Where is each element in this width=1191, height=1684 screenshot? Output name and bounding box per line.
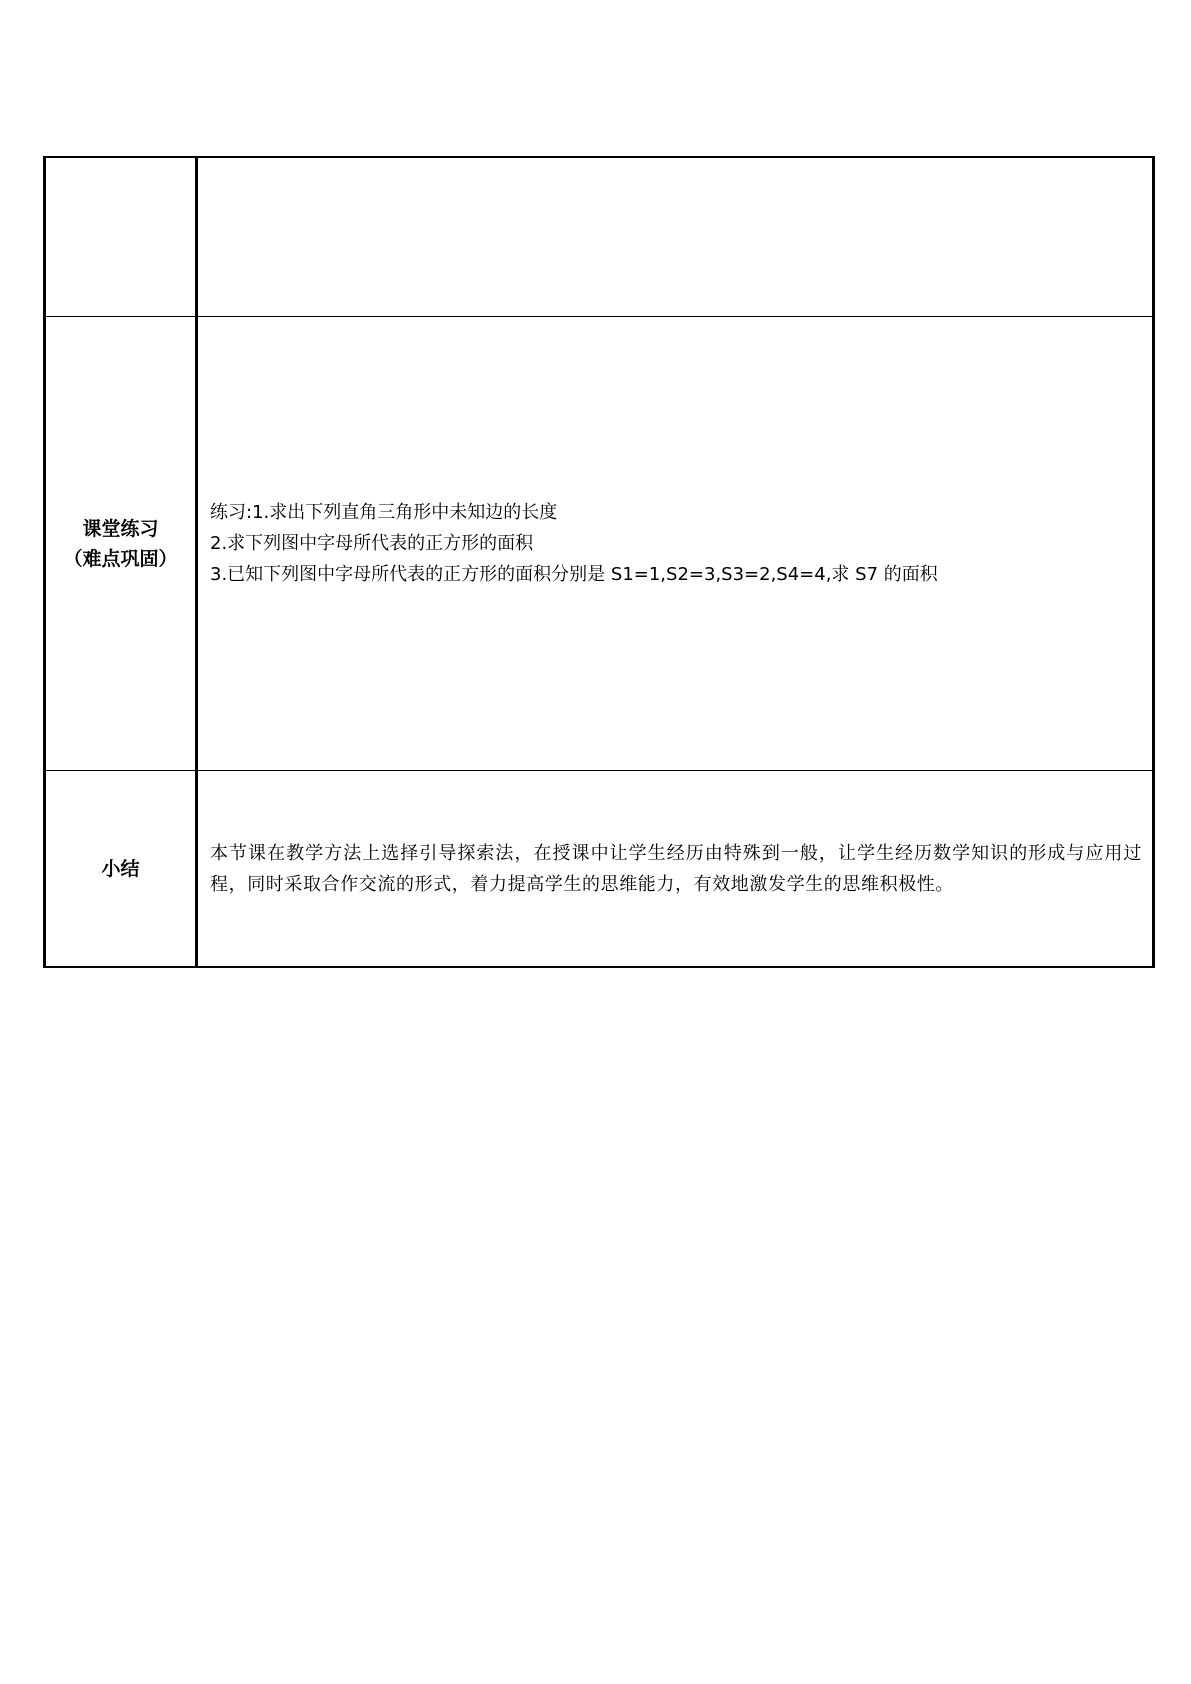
practice-label-title: 课堂练习 <box>82 517 159 540</box>
practice-item-2: 2.求下列图中字母所代表的正方形的面积 <box>210 533 534 554</box>
practice-item-1: 练习:1.求出下列直角三角形中未知边的长度 <box>210 502 558 523</box>
table-row-summary <box>45 771 1154 968</box>
table-row-practice <box>45 317 1154 771</box>
summary-label-title: 小结 <box>101 857 140 880</box>
practice-label-subtitle: （难点巩固） <box>63 547 178 570</box>
summary-content <box>197 771 1154 968</box>
table-row-continuation <box>45 157 1154 317</box>
lesson-plan-table <box>43 156 1155 968</box>
summary-paragraph: 本节课在教学方法上选择引导探索法，在授课中让学生经历由特殊到一般，让学生经历数学知识的形成与应用过程，同时采取合作交流的形式，着力提高学生的思维能力，有效地激发学生的思维积极性。 <box>210 842 1142 895</box>
practice-content <box>197 317 1154 771</box>
practice-item-3: 3.已知下列图中字母所代表的正方形的面积分别是 S1=1,S2=3,S3=2,S4=4,求 S7 的面积 <box>210 564 938 585</box>
row-label-empty <box>45 157 197 317</box>
row-content-empty <box>197 157 1154 317</box>
summary-label <box>45 771 197 968</box>
practice-label <box>45 317 197 771</box>
